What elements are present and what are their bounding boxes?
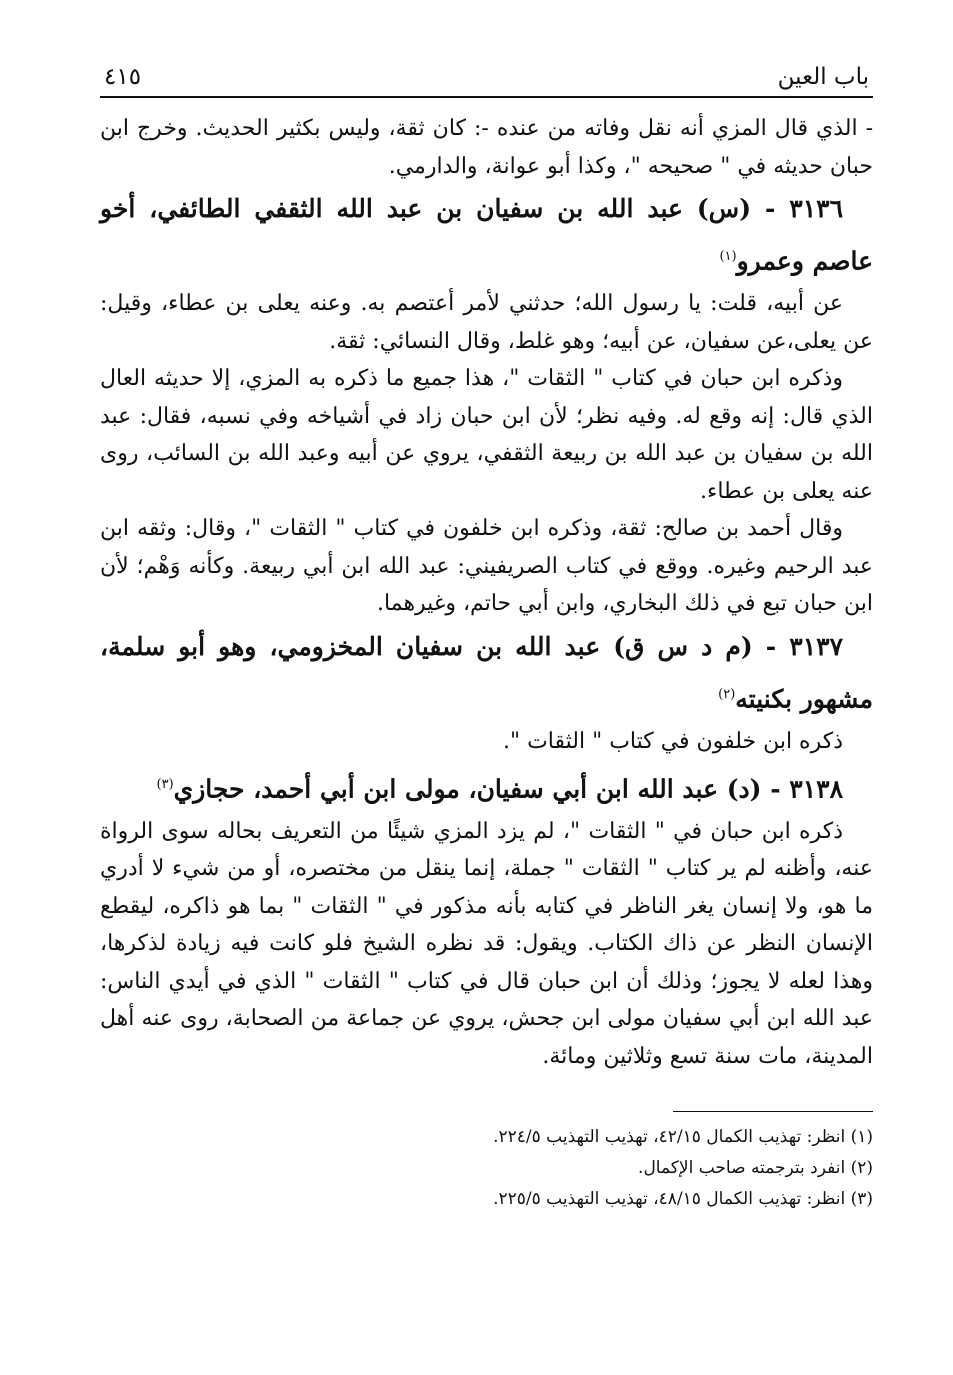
footnotes	[100, 1122, 873, 1215]
entry-heading-3137	[100, 623, 873, 723]
page-number: ٤١٥	[104, 64, 142, 90]
entry-title: ٣١٣٧ - (م د س ق) عبد الله بن سفيان المخزومي، وهو أبو سلمة، مشهور بكنيته	[100, 631, 873, 714]
footnote-ref-3: (٣)	[156, 776, 174, 792]
footnote-ref-1: (١)	[719, 249, 737, 264]
paragraph: عن أبيه، قلت: يا رسول الله؛ حدثني لأمر أعتصم به. وعنه يعلى بن عطاء، وقيل: عن يعلى،عن سفيان، عن أبيه؛ وهو غلط، وقال النسائي: ثقة.	[100, 291, 873, 354]
paragraph: ذكره ابن خلفون في كتاب " الثقات ".	[502, 729, 843, 755]
paragraph: وقال أحمد بن صالح: ثقة، وذكره ابن خلفون في كتاب " الثقات "، وقال: وثقه ابن عبد الرحيم وغيره. ووقع في كتاب الصريفيني: عبد الله ابن أبي ربيعة. وكأنه وَهْم؛ لأن ابن حبان تبع في ذلك البخاري، وابن أبي حاتم، وغيرهما.	[100, 516, 873, 617]
footnote-divider	[673, 1111, 873, 1112]
footnote-item: (٣) انظر: تهذيب الكمال ٤٨/١٥، تهذيب التهذيب ٢٢٥/٥.	[493, 1189, 873, 1210]
entry-title: ٣١٣٨ - (د) عبد الله ابن أبي سفيان، مولى ابن أبي أحمد، حجازي	[173, 773, 843, 803]
page-header	[100, 52, 873, 98]
paragraph: وذكره ابن حبان في كتاب " الثقات "، هذا جميع ما ذكره به المزي، إلا حديثه العال الذي قال: إنه وقع له. وفيه نظر؛ لأن ابن حبان زاد في أشياخه وفي نسبه، فقال: عبد الله بن سفيان بن عبد الله بن ربيعة الثقفي، يروي عن أبيه وعبد الله بن السائب، روى عنه يعلى بن عطاء.	[100, 366, 873, 504]
section-title: باب العين	[777, 64, 869, 90]
entry-heading-3138	[100, 761, 873, 813]
paragraph: ذكره ابن حبان في " الثقات "، لم يزد المزي شيئًا من التعريف بحاله سوى الرواة عنه، وأظنه لم ير كتاب " الثقات " جملة، إنما ينقل من مختصره، أو من شيء لا أدري ما هو، ولا إنسان يغر الناظر في كتابه بأنه مذكور في " الثقات " بما هو ذاكره، ليقطع الإنسان النظر عن ذاك الكتاب. ويقول: قد نظره الشيخ فلو كانت فيه زيادة لذكرها، وهذا لعله لا يجوز؛ وذلك أن ابن حبان قال في كتاب " الثقات " الذي في أيدي الناس: عبد الله ابن أبي سفيان مولى ابن جحش، يروي عن جماعة من الصحابة، روى عنه أهل المدينة، مات سنة تسع وثلاثين ومائة.	[100, 818, 873, 1069]
paragraph-continuation: - الذي قال المزي أنه نقل وفاته من عنده -: كان ثقة، وليس بكثير الحديث. وخرج ابن حبان حديثه في " صحيحه "، وكذا أبو عوانة، والدارمي.	[100, 116, 873, 179]
entry-heading-3136	[100, 185, 873, 285]
footnote-ref-2: (٢)	[718, 686, 736, 702]
footnote-item: (٢) انفرد بترجمته صاحب الإكمال.	[638, 1158, 873, 1179]
footnote-item: (١) انظر: تهذيب الكمال ٤٢/١٥، تهذيب التهذيب ٢٢٤/٥.	[493, 1127, 873, 1148]
entry-title: ٣١٣٦ - (س) عبد الله بن سفيان بن عبد الله الثقفي الطائفي، أخو عاصم وعمرو	[100, 194, 873, 276]
page-body	[100, 110, 873, 1075]
